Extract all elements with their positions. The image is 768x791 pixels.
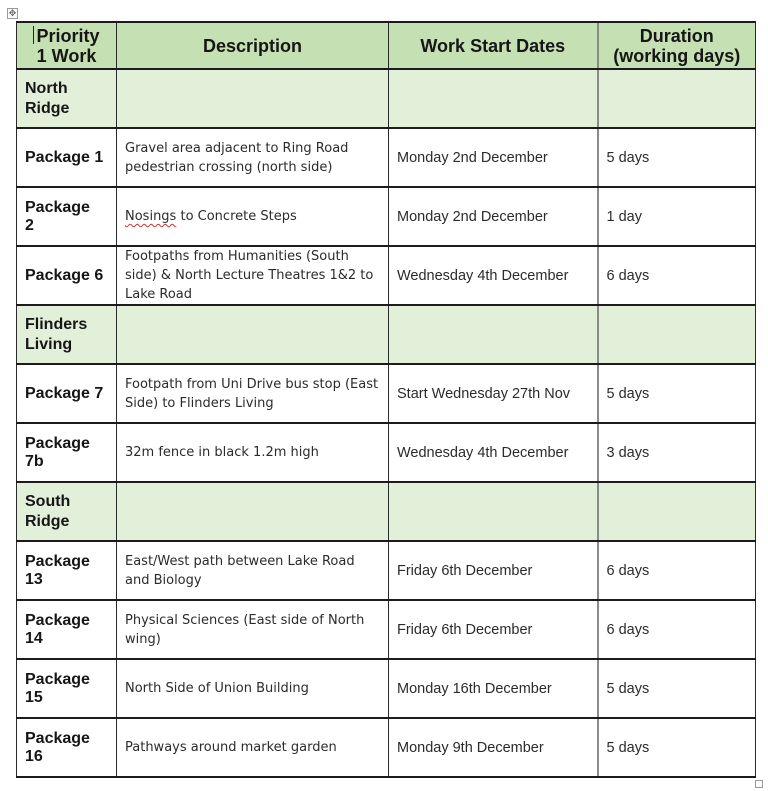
package-cell[interactable]: Package 2 [17,187,117,246]
duration-cell[interactable]: 5 days [598,659,756,718]
duration-cell[interactable]: 6 days [598,246,756,305]
table-row [17,600,756,659]
description-cell[interactable]: North Side of Union Building [117,659,389,718]
start-date-cell[interactable]: Monday 16th December [389,659,598,718]
header-start-dates[interactable]: Work Start Dates [389,22,598,69]
table-row [17,128,756,187]
empty-cell[interactable] [389,305,598,364]
description-cell[interactable]: East/West path between Lake Road and Biology [117,541,389,600]
duration-cell[interactable]: 6 days [598,541,756,600]
section-label-cell[interactable]: Flinders Living [17,305,117,364]
start-date-cell[interactable]: Monday 2nd December [389,128,598,187]
description-cell[interactable]: Footpath from Uni Drive bus stop (East Side) to Flinders Living [117,364,389,423]
section-row-flinders-living [17,305,756,364]
start-date-cell[interactable]: Friday 6th December [389,600,598,659]
description-cell[interactable]: 32m fence in black 1.2m high [117,423,389,482]
priority-work-table [16,21,756,778]
start-date-cell[interactable]: Wednesday 4th December [389,246,598,305]
description-cell[interactable]: Pathways around market garden [117,718,389,777]
start-date-cell[interactable]: Start Wednesday 27th Nov [389,364,598,423]
start-date-cell[interactable]: Monday 9th December [389,718,598,777]
section-label-cell[interactable]: North Ridge [17,69,117,128]
section-row-south-ridge [17,482,756,541]
start-date-cell[interactable]: Friday 6th December [389,541,598,600]
header-description[interactable]: Description [117,22,389,69]
duration-cell[interactable]: 6 days [598,600,756,659]
empty-cell[interactable] [117,305,389,364]
duration-cell[interactable]: 5 days [598,364,756,423]
package-cell[interactable]: Package 14 [17,600,117,659]
empty-cell[interactable] [117,482,389,541]
package-cell[interactable]: Package 1 [17,128,117,187]
package-cell[interactable]: Package 13 [17,541,117,600]
package-cell[interactable]: Package 7 [17,364,117,423]
table-row [17,659,756,718]
section-row-north-ridge [17,69,756,128]
duration-cell[interactable]: 3 days [598,423,756,482]
description-cell[interactable]: Footpaths from Humanities (South side) & North Lecture Theatres 1&2 to Lake Road [117,246,389,305]
description-cell[interactable]: Nosings to Concrete Steps [117,187,389,246]
spellcheck-flagged-word[interactable]: Nosings [125,209,177,224]
description-cell[interactable]: Physical Sciences (East side of North wing) [117,600,389,659]
table-row [17,187,756,246]
table-row [17,541,756,600]
package-cell[interactable]: Package 15 [17,659,117,718]
duration-cell[interactable]: 1 day [598,187,756,246]
table-row [17,246,756,305]
empty-cell[interactable] [598,69,756,128]
empty-cell[interactable] [117,69,389,128]
duration-cell[interactable]: 5 days [598,718,756,777]
section-label-cell[interactable]: South Ridge [17,482,117,541]
table-resize-handle-icon[interactable] [755,780,763,788]
table-row [17,423,756,482]
text-cursor [33,26,34,44]
description-cell[interactable]: Gravel area adjacent to Ring Road pedestrian crossing (north side) [117,128,389,187]
duration-cell[interactable]: 5 days [598,128,756,187]
package-cell[interactable]: Package 7b [17,423,117,482]
package-cell[interactable]: Package 16 [17,718,117,777]
empty-cell[interactable] [389,482,598,541]
empty-cell[interactable] [389,69,598,128]
table-move-handle-icon[interactable]: ✥ [8,8,17,18]
start-date-cell[interactable]: Wednesday 4th December [389,423,598,482]
start-date-cell[interactable]: Monday 2nd December [389,187,598,246]
table-row [17,364,756,423]
table-row [17,718,756,777]
table-header-row [17,22,756,69]
empty-cell[interactable] [598,305,756,364]
empty-cell[interactable] [598,482,756,541]
package-cell[interactable]: Package 6 [17,246,117,305]
header-duration[interactable]: Duration (working days) [598,22,756,69]
header-priority[interactable]: Priority 1 Work [17,22,117,69]
